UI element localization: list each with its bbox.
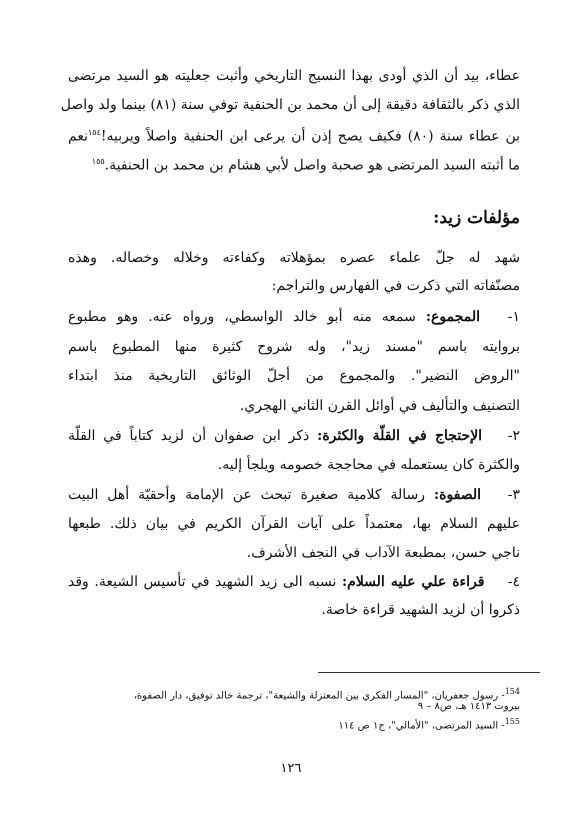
list-item-4-first-line	[68, 574, 520, 590]
footnote-ref-155[interactable]: ١٥٥	[91, 157, 105, 166]
list-item-1-number: ١-	[507, 309, 521, 325]
list-item-3-title: الصفوة:	[433, 487, 482, 503]
list-item-1-first-line	[68, 309, 520, 325]
intro-line-3-text: بن عطاء سنة (٨٠) فكيف يصح إذن أن يرعى ابن الحنفية واصلاً ويربيه!	[100, 128, 520, 145]
intro-tail-word: نعم	[68, 128, 88, 145]
list-item-4-number: ٤-	[507, 574, 521, 590]
list-item-3-number: ٣-	[507, 487, 521, 503]
list-item-1-title: المجموع:	[425, 309, 480, 325]
list-item-1-line-2: بروايته باسم "مسند زيد"، وله شروح كثيرة منها المطبوع باسم	[68, 339, 520, 355]
intro-line-1: عطاء، بيد أن الذي أودى بهذا النسيج التاريخي وأثبت جعليته هو السيد مرتضى	[68, 68, 520, 84]
intro-line-2: الذي ذكر بالثقافة دقيقة إلى أن محمد بن الحنفية توفي سنة (٨١) بينما ولد واصل	[60, 97, 520, 113]
list-item-3-line-3: ناجي حسن، بمطبعة الآداب في النجف الأشرف.	[246, 545, 520, 561]
section-intro-line-1: شهد له جلّ علماء عصره بمؤهلاته وكفاءته وخلاله وخصاله. وهذه	[68, 250, 520, 266]
list-item-2-number: ٢-	[507, 428, 520, 444]
list-item-2-line-2: والكثرة كان يستعمله في محاججة خصومه ويلجأ إليه.	[217, 457, 520, 473]
list-item-2-title: الإحتجاج في القلّة والكثرة:	[317, 428, 483, 444]
list-item-1-text: سمعه منه أبو خالد الواسطي، ورواه عنه. وهو مطبوع	[68, 309, 416, 325]
footnote-154-line-2: بيروت ١٤١٣ هـ، ص٨ – ٩	[417, 701, 520, 712]
list-item-2-first-line	[68, 428, 520, 444]
footnote-155-number: 155	[504, 717, 520, 726]
intro-line-4	[68, 154, 520, 174]
page-number: ١٢٦	[280, 761, 302, 776]
footnote-155	[50, 716, 520, 732]
list-item-3-first-line	[68, 487, 520, 503]
list-item-2-text: ذكر ابن صفوان أن لزيد كتاباً في القلّة	[68, 428, 310, 444]
list-item-1-line-4: التصنيف والتأليف في أوائل القرن الثاني الهجري.	[239, 398, 520, 414]
list-item-3-line-2: عليهم السلام بها، معتمداً على آيات القرآن الكريم في بيان ذلك. طبعها	[68, 516, 520, 532]
list-item-3-text: رسالة كلامية صغيرة تبحث عن الإمامة وأحقيّة أهل البيت	[68, 487, 426, 503]
footnote-ref-154[interactable]: ١٥٤	[87, 128, 101, 137]
footnote-154	[50, 686, 520, 702]
footnote-155-line-1: - السيد المرتضى، "الأمالي"، ج١ ص ١١٤	[338, 720, 505, 732]
footnote-154-line-1: - رسول جعفريان، "المسار الفكري بين المعتزلة والشيعة"، ترجمة خالد توفيق، دار الصفوة،	[133, 690, 505, 702]
section-intro-line-2: مصنّفاته التي ذكرت في الفهارس والتراجم:	[271, 278, 520, 294]
list-item-4-text: نسبه الى زيد الشهيد في تأسيس الشيعة. وقد	[68, 574, 337, 590]
list-item-4-line-2: ذكروا أن لزيد الشهيد قراءة خاصة.	[321, 602, 520, 618]
list-item-4-title: قراءة علي عليه السلام:	[341, 574, 485, 590]
list-item-1-line-3: "الروض النضير". والمجموع من أجلّ الوثائق التاريخية منذ ابتداء	[68, 368, 520, 384]
intro-line-3	[68, 125, 520, 145]
footnote-154-number: 154	[504, 687, 520, 696]
section-heading: مؤلفات زيد:	[433, 208, 520, 228]
intro-line-4-text: ما أثبته السيد المرتضى هو صحبة واصل لأبي هشام بن محمد بن الحنفية.	[104, 157, 520, 174]
footnote-separator	[318, 672, 540, 673]
